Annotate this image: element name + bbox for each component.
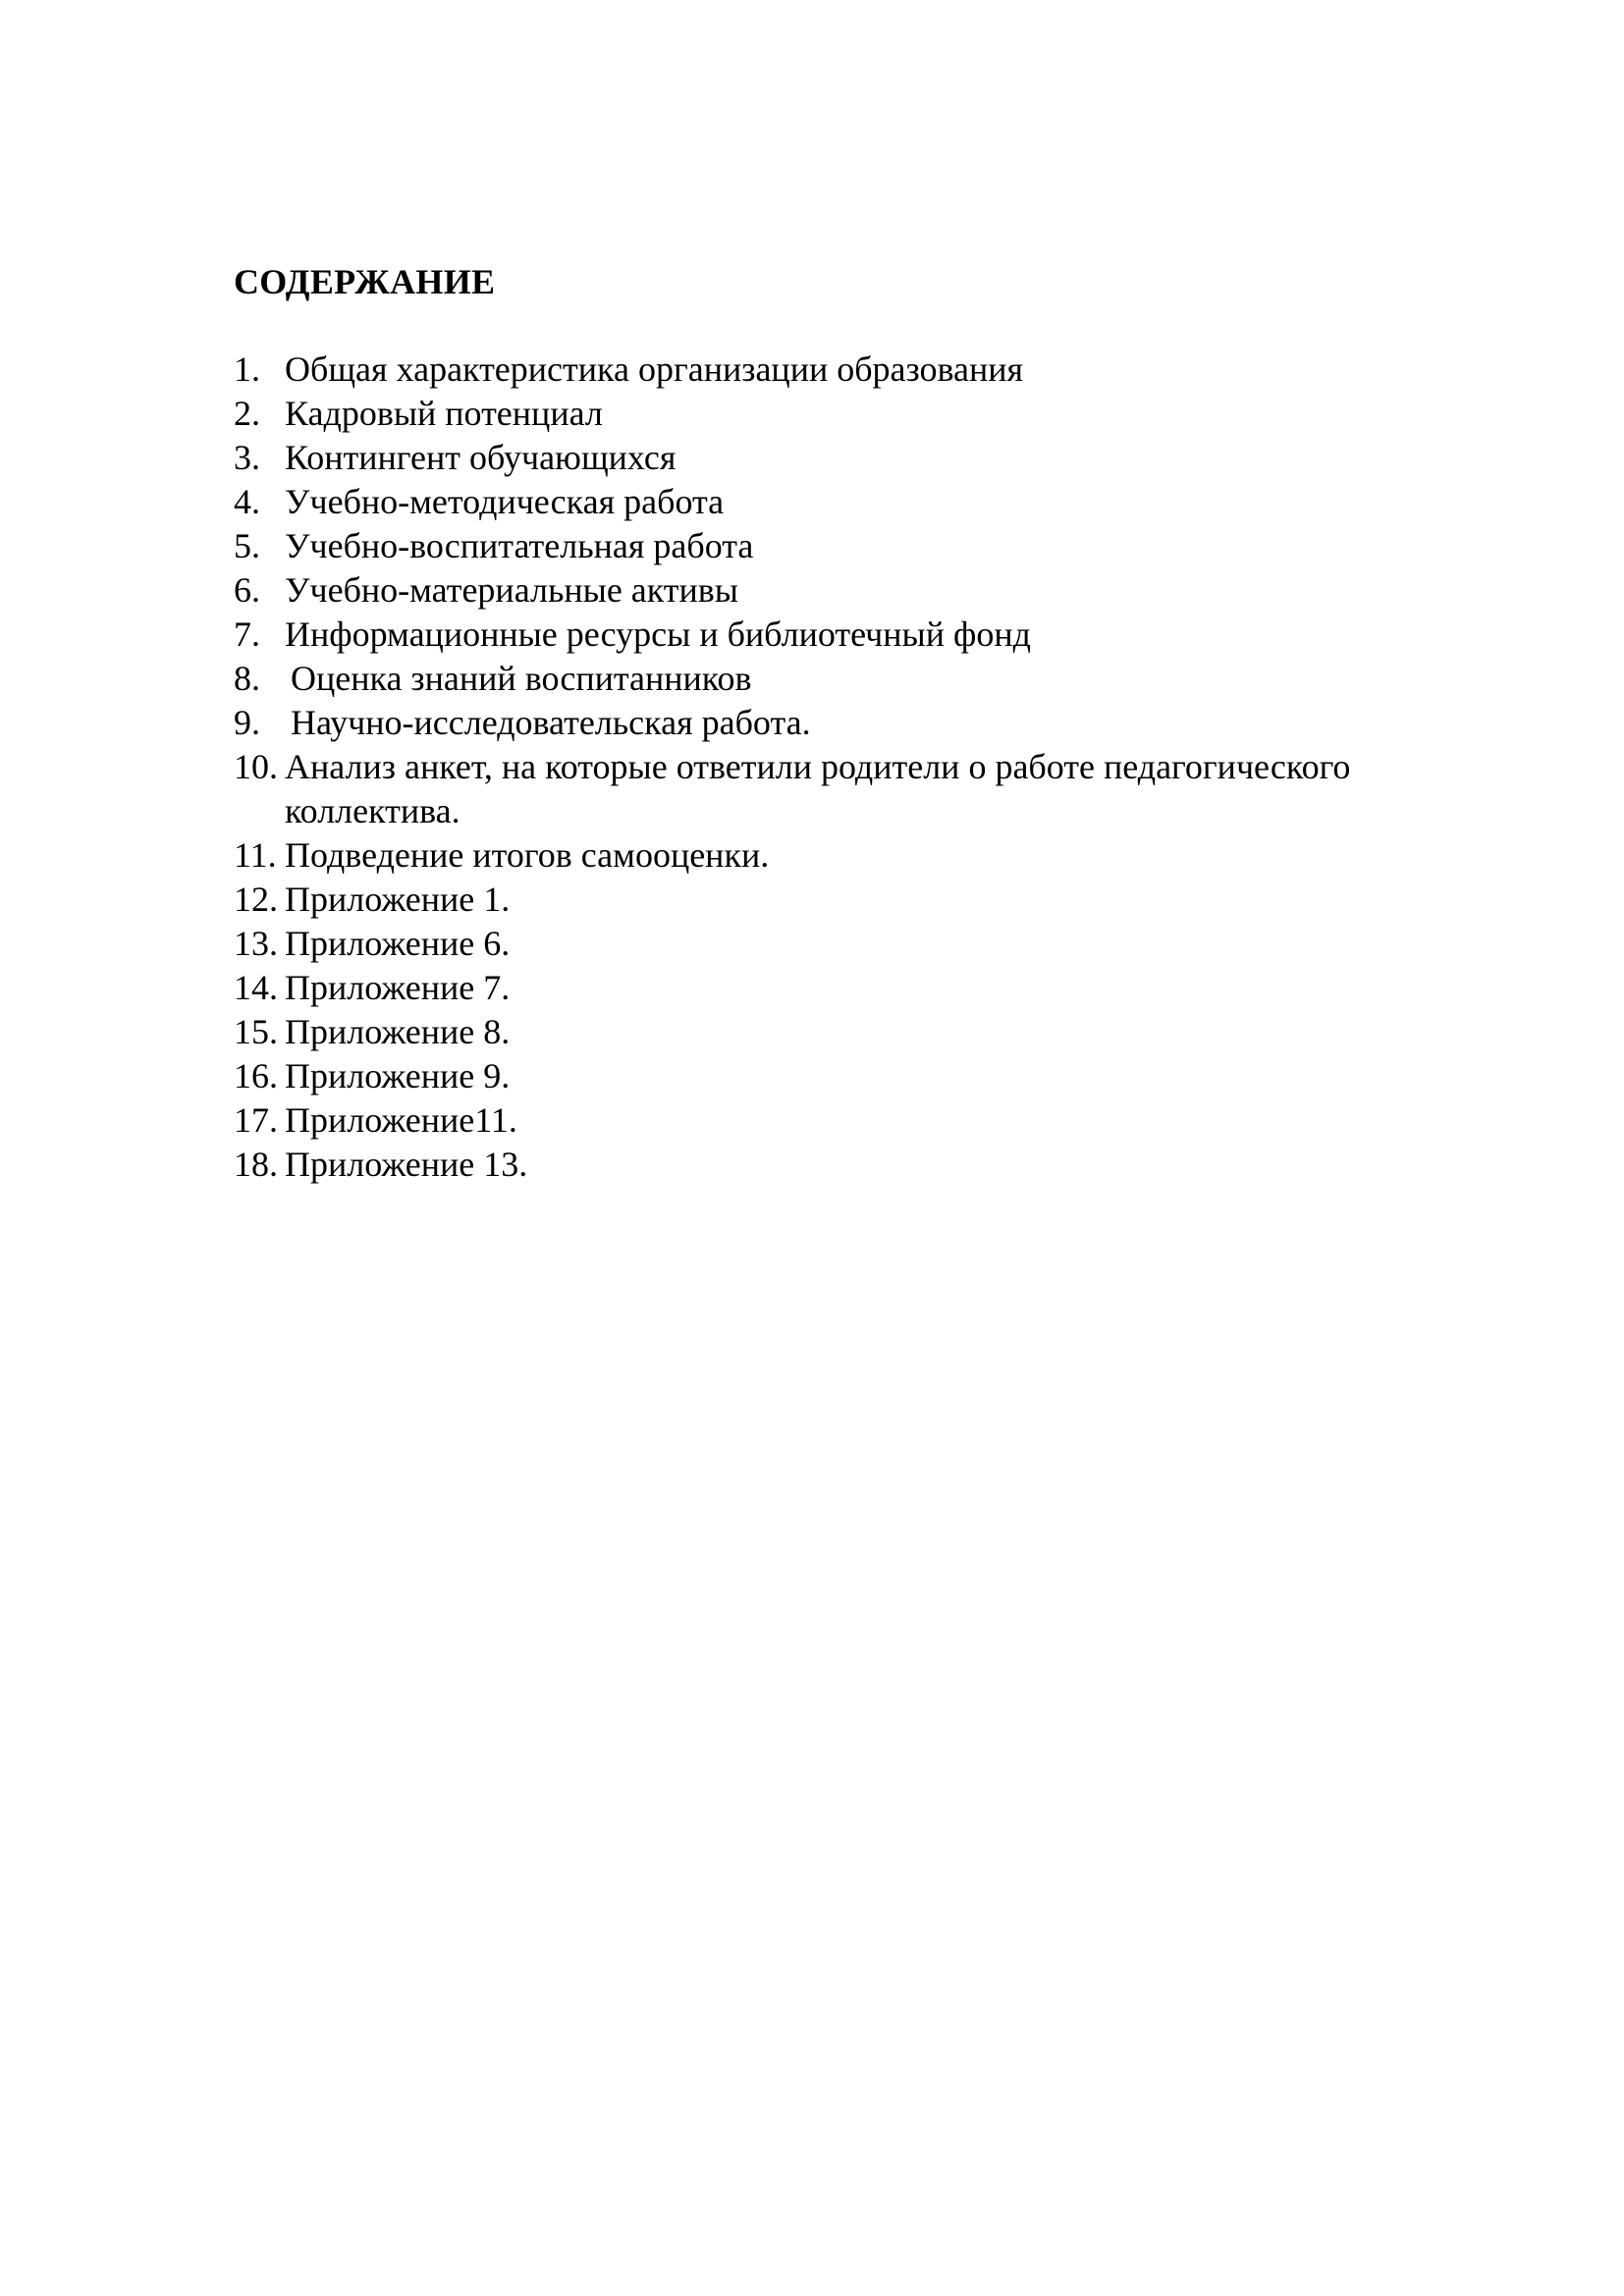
toc-item-number: 16. [234, 1056, 278, 1095]
toc-item-number: 9. [234, 703, 260, 742]
toc-item-text: Приложение 13. [285, 1145, 528, 1184]
toc-item-number: 14. [234, 968, 278, 1007]
toc-item-text: Приложение 1. [285, 880, 511, 919]
table-of-contents [234, 347, 1510, 1187]
toc-item-text: Контингент обучающихся [285, 438, 677, 477]
toc-item-4 [234, 480, 1510, 524]
toc-item-5 [234, 524, 1510, 568]
toc-item-text-continuation: коллектива. [285, 791, 460, 830]
toc-item-text: Учебно-методическая работа [285, 482, 725, 521]
toc-item-text: Общая характеристика организации образования [285, 349, 1024, 389]
toc-item-18 [234, 1143, 1510, 1187]
toc-item-9 [234, 701, 1510, 745]
toc-item-number: 15. [234, 1012, 278, 1051]
toc-item-6 [234, 568, 1510, 613]
toc-item-1 [234, 347, 1510, 392]
toc-item-number: 6. [234, 570, 260, 610]
toc-item-text: Научно-исследовательская работа. [291, 703, 811, 742]
toc-item-number: 11. [234, 835, 277, 875]
toc-item-text: Приложение 7. [285, 968, 511, 1007]
toc-item-number: 13. [234, 924, 278, 963]
toc-item-number: 3. [234, 438, 260, 477]
toc-item-11 [234, 833, 1510, 878]
toc-item-number: 5. [234, 526, 260, 565]
toc-item-13 [234, 922, 1510, 966]
page-title: СОДЕРЖАНИЕ [234, 262, 496, 301]
toc-item-text: Информационные ресурсы и библиотечный фонд [285, 614, 1031, 654]
toc-item-17 [234, 1098, 1510, 1143]
toc-item-8 [234, 657, 1510, 701]
toc-item-text: Оценка знаний воспитанников [291, 659, 752, 698]
toc-item-number: 17. [234, 1100, 278, 1140]
toc-item-text: Приложение11. [285, 1100, 517, 1140]
toc-item-number: 2. [234, 394, 260, 433]
toc-item-12 [234, 878, 1510, 922]
toc-item-text: Учебно-воспитательная работа [285, 526, 754, 565]
toc-item-number: 7. [234, 614, 260, 654]
toc-item-15 [234, 1010, 1510, 1054]
toc-item-number: 12. [234, 880, 278, 919]
toc-item-text: Кадровый потенциал [285, 394, 603, 433]
toc-item-3 [234, 436, 1510, 480]
toc-item-2 [234, 392, 1510, 436]
toc-item-10 [234, 745, 1510, 833]
toc-item-14 [234, 966, 1510, 1010]
toc-item-number: 4. [234, 482, 260, 521]
toc-item-text: Анализ анкет, на которые ответили родители о работе педагогического [285, 747, 1351, 786]
toc-item-text: Подведение итогов самооценки. [285, 835, 770, 875]
toc-item-number: 18. [234, 1145, 278, 1184]
toc-item-text: Приложение 6. [285, 924, 511, 963]
toc-item-text: Приложение 8. [285, 1012, 511, 1051]
toc-item-text: Учебно-материальные активы [285, 570, 738, 610]
toc-item-7 [234, 613, 1510, 657]
toc-item-number: 1. [234, 349, 260, 389]
toc-item-number: 10. [234, 747, 278, 786]
toc-item-16 [234, 1054, 1510, 1098]
toc-item-number: 8. [234, 659, 260, 698]
toc-item-text: Приложение 9. [285, 1056, 511, 1095]
